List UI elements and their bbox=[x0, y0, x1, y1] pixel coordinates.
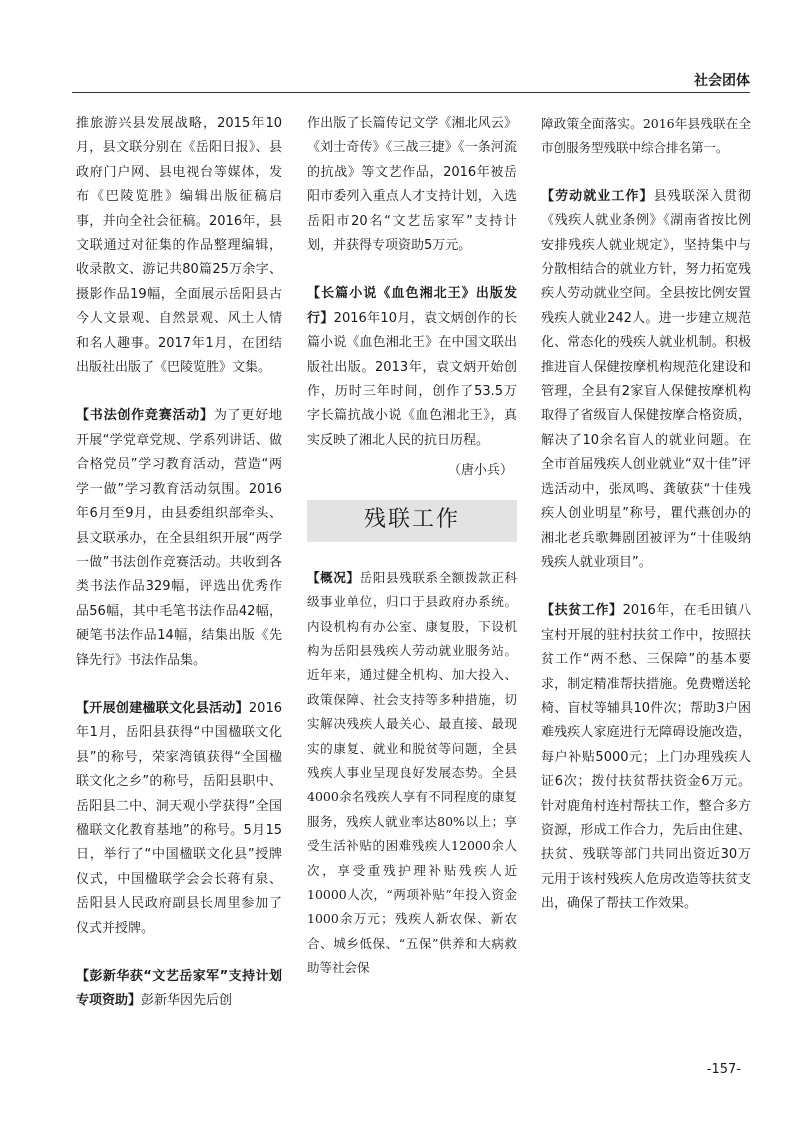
section-heading: 【彭新华获“文艺岳家军”支持计划专项资助】 bbox=[76, 969, 282, 1009]
section-heading: 【书法创作竞赛活动】 bbox=[76, 408, 214, 424]
page-number: -157- bbox=[706, 1062, 741, 1077]
section-heading: 【长篇小说《血色湘北王》出版发行】 bbox=[307, 286, 517, 326]
section-body: 2016年1月，岳阳县获得“中国楹联文化县”的称号，荣家湾镇获得“全国楹联文化之乡”的称号，岳阳县职中、岳阳县二中、洞天观小学获得“全国楹联文化教育基地”的称号。5月15日，举行了“中国楹联文化县”授牌仪式，中国楹联学会会长蒋有泉、岳阳县人民政府副县长周里参加了仪式并授牌。 bbox=[76, 700, 282, 936]
header-rule bbox=[72, 92, 750, 93]
author-signature: （唐小兵） bbox=[447, 463, 513, 479]
section-body: 县残联深入贯彻《残疾人就业条例》《湖南省按比例安排残疾人就业规定》，坚持集中与分散相结合的就业方针，努力拓宽残疾人劳动就业空间。全县按比例安置残疾人就业242人。进一步建立规范化、常态化的残疾人就业机制。积极推进盲人保健按摩机构规范化建设和管理，全县有2家盲人保健按摩机构取得了省级盲人保健按摩合格资质，解决了10余名盲人的就业问题。在全市首届残疾人创业就业“双十佳”评选活动中，张凤鸣、龚敏获“十佳残疾人创业明星”称号，瞿代燕创办的湘北老兵歌舞剧团被评为“十佳吸纳残疾人就业项目”。 bbox=[541, 188, 751, 570]
section-body: 2016年10月，袁文炳创作的长篇小说《血色湘北王》在中国文联出版社出版。2013年，袁文炳开始创作，历时三年时间，创作了53.5万字长篇抗战小说《血色湘北王》，真实反映了湘北人民的抗日历程。 bbox=[307, 310, 517, 448]
paragraph: 推旅游兴县发展战略，2015年10月，县文联分别在《岳阳日报》、县政府门户网、县电视台等媒体，发布《巴陵览胜》编辑出版征稿启事，并向全社会征稿。2016年，县文联通过对征集的作品整理编辑，收录散文、游记共80篇25万余字、摄影作品19幅，全面展示岳阳县古今人文景观、自然景观、风土人情和名人趣事。2017年1月，在团结出版社出版了《巴陵览胜》文集。 bbox=[76, 116, 282, 376]
section-heading: 【扶贫工作】 bbox=[541, 603, 623, 619]
section-body: 为了更好地开展“学党章党规、学系列讲话、做合格党员”学习教育活动，营造“两学一做”学习教育活动氛围。2016年6月至9月，由县委组织部牵头、县文联承办，在全县组织开展“两学一做”书法创作竞赛活动。共收到各类书法作品329幅，评选出优秀作品56幅，其中毛笔书法作品42幅，硬笔书法作品14幅，结集出版《先锋先行》书法作品集。 bbox=[76, 408, 282, 668]
paragraph: 障政策全面落实。2016年县残联在全市创服务型残联中综合排名第一。 bbox=[541, 116, 751, 156]
section-overview bbox=[307, 566, 517, 981]
section-couplet-culture bbox=[76, 697, 282, 941]
section-heading: 【概况】 bbox=[307, 569, 360, 585]
section-peng-xinhua bbox=[76, 965, 282, 1014]
section-poverty-relief bbox=[541, 599, 751, 916]
section-body: 岳阳县残联系全额拨款正科级事业单位，归口于县政府办系统。内设机构有办公室、康复股，下设机构为岳阳县残疾人劳动就业服务站。近年来，通过健全机构、加大投入、政策保障、社会支持等多种措施，切实解决残疾人最关心、最直接、最现实的康复、就业和脱贫等问题，全县残疾人事业呈现良好发展态势。全县4000余名残疾人享有不同程度的康复服务，残疾人就业率达80%以上；享受生活补贴的困难残疾人12000余人次，享受重残护理补贴残疾人近10000人次，“两项补贴”年投入资金1000余万元；残疾人新农保、新农合、城乡低保、“五保”供养和大病救助等社会保 bbox=[307, 569, 517, 976]
column-1 bbox=[76, 112, 282, 1014]
column-3 bbox=[541, 112, 751, 917]
column-2 bbox=[307, 112, 517, 981]
section-employment bbox=[541, 185, 751, 576]
section-heading: 【开展创建楹联文化县活动】 bbox=[76, 700, 249, 716]
section-body: 彭新华因先后创 bbox=[141, 993, 233, 1009]
section-title-box bbox=[307, 500, 517, 542]
section-heading: 【劳动就业工作】 bbox=[541, 188, 654, 204]
section-book-calligraphy bbox=[76, 404, 282, 672]
paragraph: 作出版了长篇传记文学《湘北风云》《刘士奇传》《三战三捷》《一条河流的抗战》等文艺作品，2016年被岳阳市委列入重点人才支持计划，入选岳阳市20名“文艺岳家军”支持计划，并获得专项资助5万元。 bbox=[307, 116, 517, 254]
section-title: 残联工作 bbox=[363, 507, 460, 533]
section-novel bbox=[307, 282, 517, 453]
section-body: 2016年，在毛田镇八宝村开展的驻村扶贫工作中，按照扶贫工作“两不愁、三保障”的基本要求，制定精准帮扶措施。免费赠送轮椅、盲杖等辅具10件次；帮助3户困难残疾人家庭进行无障碍设施改造，每户补贴5000元；上门办理残疾人证6次；拨付扶贫帮扶资金6万元。针对鹿角村连村帮扶工作，整合多方资源，形成工作合力，先后由住建、扶贫、残联等部门共同出资近30万元用于该村残疾人危房改造等扶贫支出，确保了帮扶工作效果。 bbox=[541, 603, 751, 912]
section-header: 社会团体 bbox=[694, 73, 750, 89]
